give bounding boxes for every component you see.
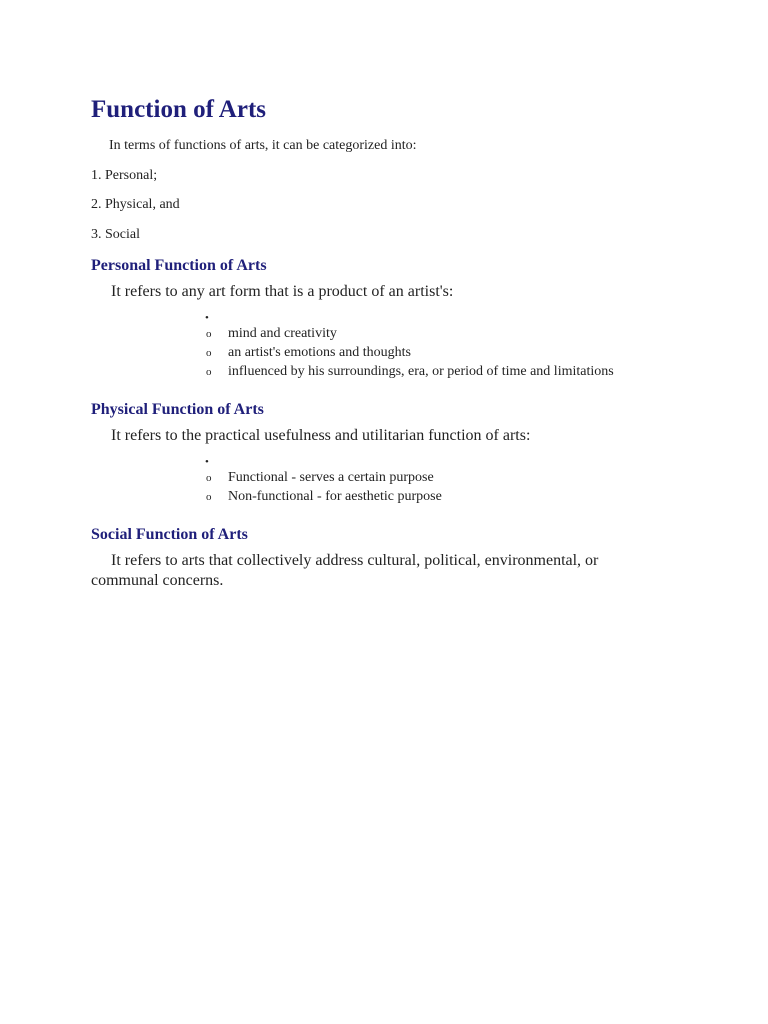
list-item-text: Non-functional - for aesthetic purpose (228, 489, 442, 504)
list-item (206, 362, 614, 382)
list-item (206, 468, 434, 488)
intro-text: In terms of functions of arts, it can be categorized into: (109, 138, 417, 153)
section-heading-physical: Physical Function of Arts (91, 401, 264, 418)
circle-bullet-icon: o (206, 491, 212, 503)
list-item-text: an artist's emotions and thoughts (228, 345, 411, 360)
list-item-text: influenced by his surroundings, era, or period of time and limitations (228, 364, 614, 379)
section-text-personal: It refers to any art form that is a product of an artist's: (111, 283, 454, 300)
section-heading-social: Social Function of Arts (91, 526, 248, 543)
list-item (206, 487, 442, 507)
section-text-physical: It refers to the practical usefulness and utilitarian function of arts: (111, 427, 531, 444)
circle-bullet-icon: o (206, 328, 212, 340)
bullet-disc: • (205, 456, 209, 468)
list-item-text: Functional - serves a certain purpose (228, 470, 434, 485)
bullet-disc: • (205, 312, 209, 324)
circle-bullet-icon: o (206, 347, 212, 359)
circle-bullet-icon: o (206, 472, 212, 484)
list-item-text: mind and creativity (228, 326, 337, 341)
category-item-physical: 2. Physical, and (91, 197, 180, 212)
category-item-social: 3. Social (91, 227, 140, 242)
list-item (206, 324, 337, 344)
page-title: Function of Arts (91, 96, 266, 123)
section-text-social: It refers to arts that collectively address cultural, political, environmental, or communal concerns. (91, 552, 599, 589)
section-heading-personal: Personal Function of Arts (91, 257, 267, 274)
circle-bullet-icon: o (206, 366, 212, 378)
list-item (206, 343, 411, 363)
category-item-personal: 1. Personal; (91, 168, 158, 183)
